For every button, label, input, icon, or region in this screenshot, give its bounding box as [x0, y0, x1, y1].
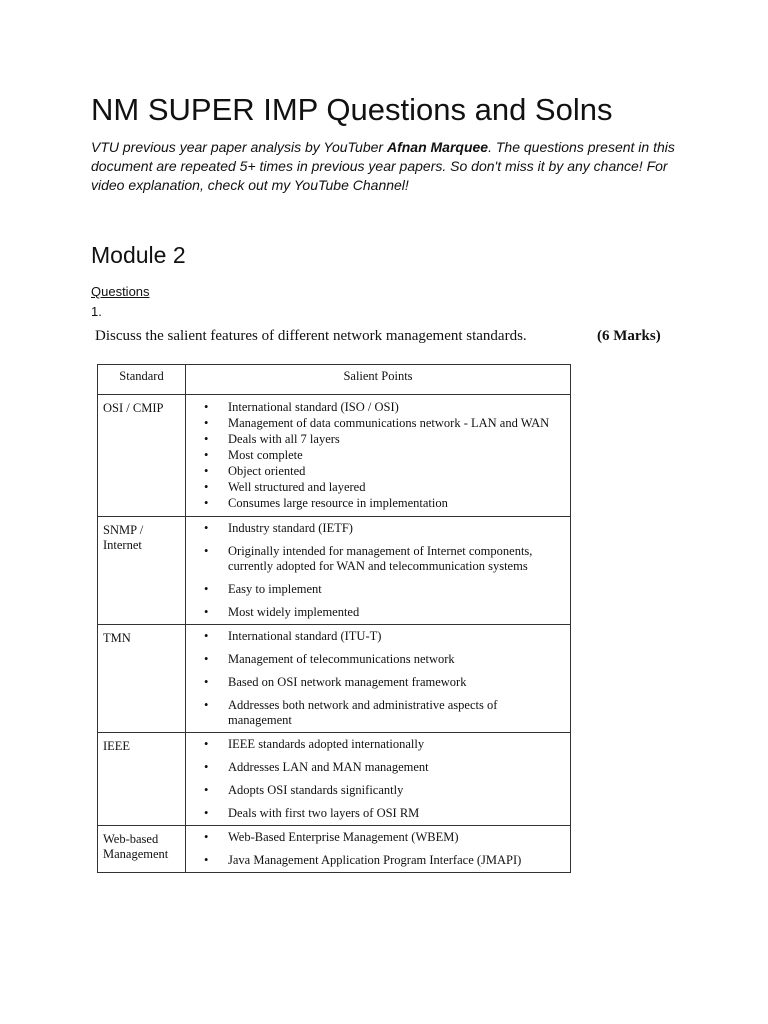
- list-item: • Most complete: [204, 448, 564, 463]
- standards-table: [97, 364, 571, 873]
- table-row: [98, 517, 571, 625]
- list-item: • International standard (ISO / OSI): [204, 400, 564, 415]
- list-item: • Well structured and layered: [204, 480, 564, 495]
- standard-cell: SNMP / Internet: [98, 517, 186, 625]
- intro-author: Afnan Marquee: [386, 139, 489, 155]
- intro-prefix: VTU previous year paper analysis by YouTuber: [91, 139, 387, 155]
- list-item: • Java Management Application Program Interface (JMAPI): [204, 853, 564, 868]
- list-item: • Deals with all 7 layers: [204, 432, 564, 447]
- list-item: • Management of telecommunications network: [204, 652, 564, 667]
- list-item: • International standard (ITU-T): [204, 629, 564, 644]
- questions-label: Questions: [91, 284, 150, 299]
- intro-paragraph: [91, 138, 691, 195]
- list-item: • Easy to implement: [204, 582, 564, 597]
- list-item: • Web-Based Enterprise Management (WBEM): [204, 830, 564, 845]
- list-item: • Addresses LAN and MAN management: [204, 760, 564, 775]
- document-title: NM SUPER IMP Questions and Solns: [91, 92, 613, 127]
- table-row: [98, 826, 571, 873]
- standard-cell: IEEE: [98, 733, 186, 826]
- list-item: • Originally intended for management of Internet components, currently adopted for WAN and telecommunication systems: [204, 544, 564, 574]
- table-row: [98, 625, 571, 733]
- question-marks: (6 Marks): [597, 328, 661, 344]
- question-text: Discuss the salient features of different network management standards.: [95, 328, 527, 344]
- list-item: • Adopts OSI standards significantly: [204, 783, 564, 798]
- header-salient-points: Salient Points: [186, 365, 571, 395]
- points-cell: [186, 625, 571, 733]
- table-row: [98, 395, 571, 517]
- list-item: • Consumes large resource in implementation: [204, 496, 564, 511]
- points-cell: [186, 733, 571, 826]
- question-number: 1.: [91, 304, 102, 319]
- points-cell: [186, 395, 571, 517]
- points-cell: [186, 826, 571, 873]
- standard-cell: TMN: [98, 625, 186, 733]
- standard-cell: OSI / CMIP: [98, 395, 186, 517]
- table-row: [98, 733, 571, 826]
- list-item: • Industry standard (IETF): [204, 521, 564, 536]
- list-item: • IEEE standards adopted internationally: [204, 737, 564, 752]
- header-standard: Standard: [98, 365, 186, 395]
- list-item: • Most widely implemented: [204, 605, 564, 620]
- intro-suffix: . The questions present in this document are repeated 5+ times in previous year papers. So don't miss it by any chance! For video explanation, check out my YouTube Channel!: [91, 139, 675, 193]
- table-header-row: [98, 365, 571, 395]
- list-item: • Deals with first two layers of OSI RM: [204, 806, 564, 821]
- list-item: • Management of data communications network - LAN and WAN: [204, 416, 564, 431]
- standard-cell: Web-based Management: [98, 826, 186, 873]
- points-cell: [186, 517, 571, 625]
- list-item: • Object oriented: [204, 464, 564, 479]
- list-item: • Based on OSI network management framework: [204, 675, 564, 690]
- module-heading: Module 2: [91, 242, 186, 268]
- list-item: • Addresses both network and administrative aspects of management: [204, 698, 564, 728]
